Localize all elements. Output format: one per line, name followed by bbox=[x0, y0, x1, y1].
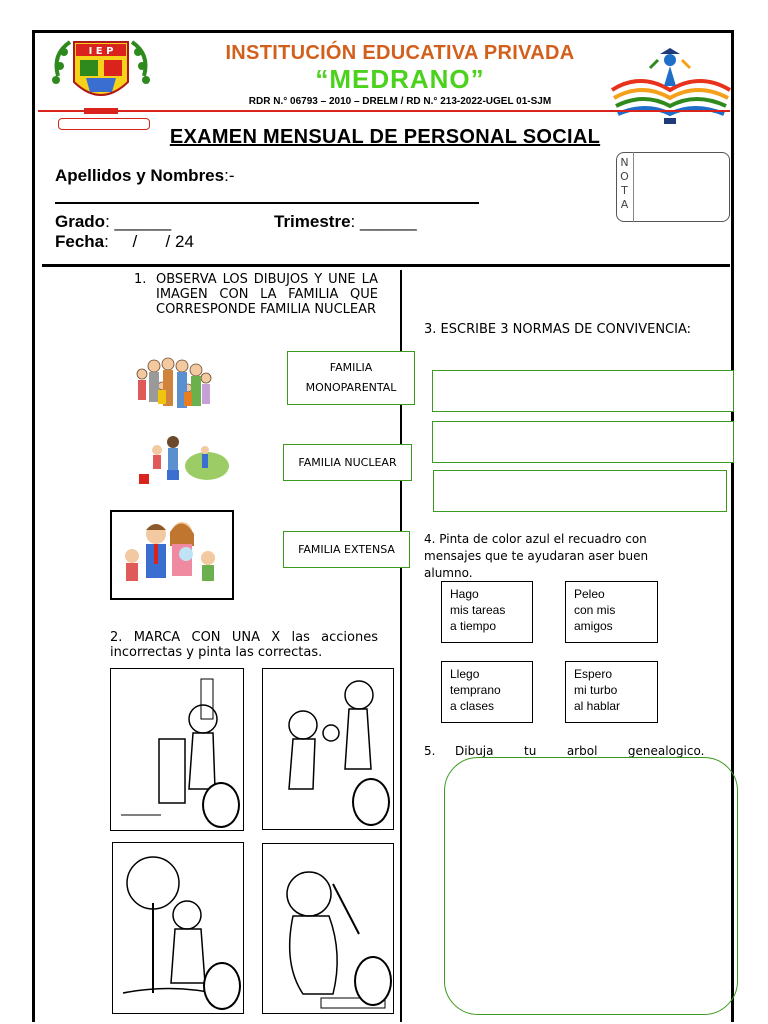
nuclear-family-drawing bbox=[112, 512, 230, 596]
rule-input-1[interactable] bbox=[432, 370, 734, 412]
message-line: Espero bbox=[574, 667, 613, 681]
nuclear-family-image[interactable] bbox=[110, 510, 234, 600]
mark-circle-4[interactable] bbox=[354, 956, 392, 1006]
grade-blank: : ______ bbox=[105, 212, 172, 231]
message-line: temprano bbox=[450, 683, 501, 697]
option-nuclear-label: FAMILIA NUCLEAR bbox=[298, 455, 397, 469]
message-card-1[interactable] bbox=[441, 581, 533, 643]
mark-circle-1[interactable] bbox=[202, 782, 240, 828]
family-tree-drawing-area[interactable] bbox=[444, 757, 738, 1015]
message-line: mi turbo bbox=[574, 683, 618, 697]
single-parent-family-image[interactable] bbox=[133, 432, 229, 488]
message-card-2[interactable] bbox=[565, 581, 658, 643]
term-blank: : ______ bbox=[350, 212, 417, 231]
date-field[interactable] bbox=[55, 232, 194, 252]
nota-letter: O bbox=[620, 170, 629, 183]
date-label: Fecha bbox=[55, 232, 105, 251]
institution-type: INSTITUCIÓN EDUCATIVA PRIVADA bbox=[225, 42, 575, 64]
message-line: amigos bbox=[574, 619, 613, 633]
svg-text:I E P: I E P bbox=[88, 46, 114, 57]
option-nuclear[interactable] bbox=[283, 444, 412, 481]
option-monoparental-label: FAMILIA MONOPARENTAL bbox=[305, 361, 397, 394]
name-label: Apellidos y Nombres bbox=[55, 166, 225, 185]
nota-letter: T bbox=[621, 184, 628, 197]
q1-number: 1. bbox=[134, 272, 147, 287]
message-line: a clases bbox=[450, 699, 495, 713]
grade-field[interactable] bbox=[55, 212, 171, 232]
message-card-4[interactable] bbox=[565, 661, 658, 723]
message-line: a tiempo bbox=[450, 619, 497, 633]
name-field-label bbox=[55, 166, 235, 186]
message-line: Llego bbox=[450, 667, 480, 681]
q2-instruction: 2. MARCA CON UNA X las acciones incorrectas y pinta las correctas. bbox=[110, 630, 378, 660]
message-line: con mis bbox=[574, 603, 616, 617]
nota-letter: A bbox=[620, 198, 629, 211]
school-seal-logo bbox=[46, 36, 156, 116]
message-card-3[interactable] bbox=[441, 661, 533, 723]
q5-instruction: Dibuja tu arbol genealogico. bbox=[455, 744, 705, 758]
nota-label bbox=[616, 152, 634, 222]
option-extensa[interactable] bbox=[283, 531, 410, 568]
mark-circle-3[interactable] bbox=[203, 962, 241, 1010]
q5-number: 5. bbox=[424, 744, 436, 758]
q1-instruction: OBSERVA LOS DIBUJOS Y UNE LA IMAGEN CON LA FAMILIA QUE CORRESPONDE FAMILIA NUCLEAR bbox=[156, 272, 378, 317]
resolution-number: RDR N.° 06793 – 2010 – DRELM / RD N.° 213-2022-UGEL 01-SJM bbox=[248, 96, 552, 107]
date-value: : / / 24 bbox=[104, 232, 194, 251]
option-monoparental[interactable] bbox=[287, 351, 415, 405]
header-divider bbox=[38, 110, 730, 112]
grade-label: Grado bbox=[55, 212, 106, 231]
rule-input-3[interactable] bbox=[433, 470, 727, 512]
nota-letter: N bbox=[620, 156, 629, 169]
term-field[interactable] bbox=[274, 212, 417, 232]
section-divider bbox=[42, 264, 730, 267]
q3-instruction: 3. ESCRIBE 3 NORMAS DE CONVIVENCIA: bbox=[424, 322, 692, 337]
mark-circle-2[interactable] bbox=[352, 778, 390, 826]
institution-name: “MEDRANO” bbox=[315, 64, 485, 94]
name-suffix: :- bbox=[224, 166, 235, 185]
option-extensa-label: FAMILIA EXTENSA bbox=[298, 542, 395, 556]
name-underline[interactable] bbox=[55, 202, 479, 204]
extended-family-image[interactable] bbox=[132, 352, 214, 414]
q4-instruction: 4. Pinta de color azul el recuadro con mensajes que te ayudaran aser buen alumno. bbox=[424, 532, 649, 580]
message-line: Peleo bbox=[574, 587, 605, 601]
exam-title: EXAMEN MENSUAL DE PERSONAL SOCIAL bbox=[169, 126, 601, 148]
term-label: Trimestre bbox=[274, 212, 351, 231]
message-line: al hablar bbox=[574, 699, 621, 713]
message-line: Hago bbox=[450, 587, 479, 601]
message-line: mis tareas bbox=[450, 603, 506, 617]
rule-input-2[interactable] bbox=[432, 421, 734, 463]
